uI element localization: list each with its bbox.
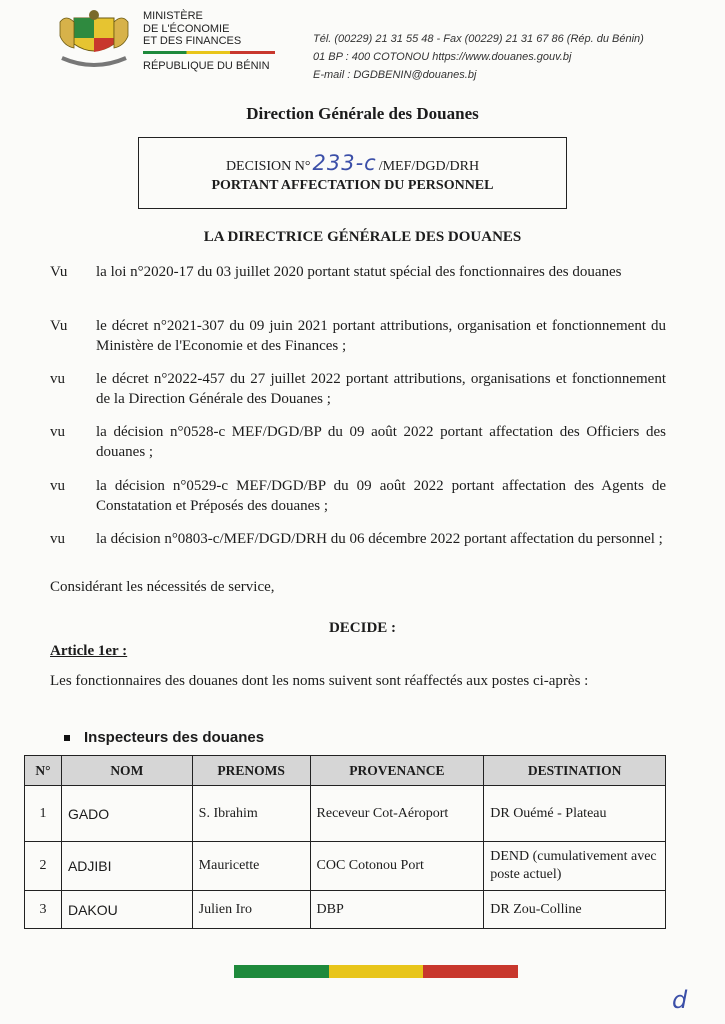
decision-box: [138, 137, 567, 209]
vu-label: Vu: [50, 264, 68, 280]
cell-destination: DR Zou-Colline: [484, 891, 666, 929]
vu-label: Vu: [50, 318, 68, 334]
column-header: PROVENANCE: [310, 756, 484, 786]
ministry-line: ET DES FINANCES: [143, 35, 242, 47]
direction-title: Direction Générale des Douanes: [246, 104, 479, 123]
cell-prenoms: S. Ibrahim: [192, 786, 310, 842]
cell-destination: DEND (cumulativement avec poste actuel): [484, 842, 666, 891]
decision-prefix: DECISION N°: [225, 159, 311, 174]
decision-suffix: /MEF/DGD/DRH: [378, 159, 480, 174]
cell-provenance: COC Cotonou Port: [310, 842, 484, 891]
flag-stripe: [143, 51, 275, 54]
contact-block: [313, 30, 644, 84]
vu-text: la décision n°0529-c MEF/DGD/BP du 09 août 2022 portant affectation des Agents de Constatation et Préposés des douanes ;: [96, 478, 666, 514]
ministry-line: DE L'ÉCONOMIE: [143, 22, 230, 35]
ministry-line: MINISTÈRE: [143, 10, 203, 22]
handwritten-initial: d: [672, 986, 688, 1014]
authority-title: LA DIRECTRICE GÉNÉRALE DES DOUANES: [203, 229, 522, 245]
footer-stripe-yellow: [329, 965, 424, 978]
decision-number-line: [139, 151, 566, 175]
table-header-row: [25, 756, 666, 786]
cell-no: 2: [25, 842, 62, 891]
cell-nom: DAKOU: [61, 891, 192, 929]
staff-table: [24, 755, 666, 929]
vu-label: vu: [50, 478, 65, 494]
column-header: N°: [25, 756, 62, 786]
section-title: [64, 729, 264, 746]
column-header: NOM: [61, 756, 192, 786]
table-row: [25, 786, 666, 842]
cell-provenance: Receveur Cot-Aéroport: [310, 786, 484, 842]
cell-destination: DR Ouémé - Plateau: [484, 786, 666, 842]
decision-subject: PORTANT AFFECTATION DU PERSONNEL: [211, 178, 494, 193]
vu-label: vu: [50, 424, 65, 440]
table-row: [25, 891, 666, 929]
email-line: E-mail : DGDBENIN@douanes.bj: [313, 69, 477, 81]
decide-heading: DECIDE :: [328, 620, 397, 636]
footer-flag-band: [234, 965, 518, 978]
bullet-icon: [64, 735, 70, 741]
coat-of-arms-icon: [52, 8, 136, 74]
article-title: Article 1er :: [50, 643, 128, 659]
vu-text: la loi n°2020-17 du 03 juillet 2020 portant statut spécial des fonctionnaires des douanes: [96, 264, 622, 280]
column-header: DESTINATION: [484, 756, 666, 786]
cell-prenoms: Julien Iro: [192, 891, 310, 929]
considerant-text: Considérant les nécessités de service,: [50, 579, 275, 595]
cell-nom: ADJIBI: [61, 842, 192, 891]
cell-no: 3: [25, 891, 62, 929]
footer-stripe-green: [234, 965, 329, 978]
cell-nom: GADO: [61, 786, 192, 842]
column-header: PRENOMS: [192, 756, 310, 786]
postal-line: 01 BP : 400 COTONOU https://www.douanes.gouv.bj: [313, 51, 572, 63]
vu-label: vu: [50, 371, 65, 387]
cell-no: 1: [25, 786, 62, 842]
republic-name: RÉPUBLIQUE DU BÉNIN: [143, 60, 270, 72]
decision-number-handwritten: 233-c: [312, 151, 377, 175]
cell-provenance: DBP: [310, 891, 484, 929]
phone-line: Tél. (00229) 21 31 55 48 - Fax (00229) 21 31 67 86 (Rép. du Bénin): [313, 33, 644, 45]
vu-text: le décret n°2022-457 du 27 juillet 2022 portant attributions, organisations et fonctionnement de la Direction Générale des Douanes ;: [96, 371, 666, 407]
article-text: Les fonctionnaires des douanes dont les noms suivent sont réaffectés aux postes ci-après :: [50, 673, 589, 689]
cell-prenoms: Mauricette: [192, 842, 310, 891]
section-title-text: Inspecteurs des douanes: [84, 729, 265, 746]
vu-text: la décision n°0803-c/MEF/DGD/DRH du 06 décembre 2022 portant affectation du personnel ;: [96, 531, 663, 547]
vu-text: la décision n°0528-c MEF/DGD/BP du 09 août 2022 portant affectation des Officiers des douanes ;: [96, 424, 666, 460]
footer-stripe-red: [423, 965, 518, 978]
vu-label: vu: [50, 531, 65, 547]
vu-text: le décret n°2021-307 du 09 juin 2021 portant attributions, organisation et fonctionnement du Ministère de l'Economie et des Finances ;: [96, 318, 666, 354]
ministry-name: [143, 10, 241, 48]
table-row: [25, 842, 666, 891]
